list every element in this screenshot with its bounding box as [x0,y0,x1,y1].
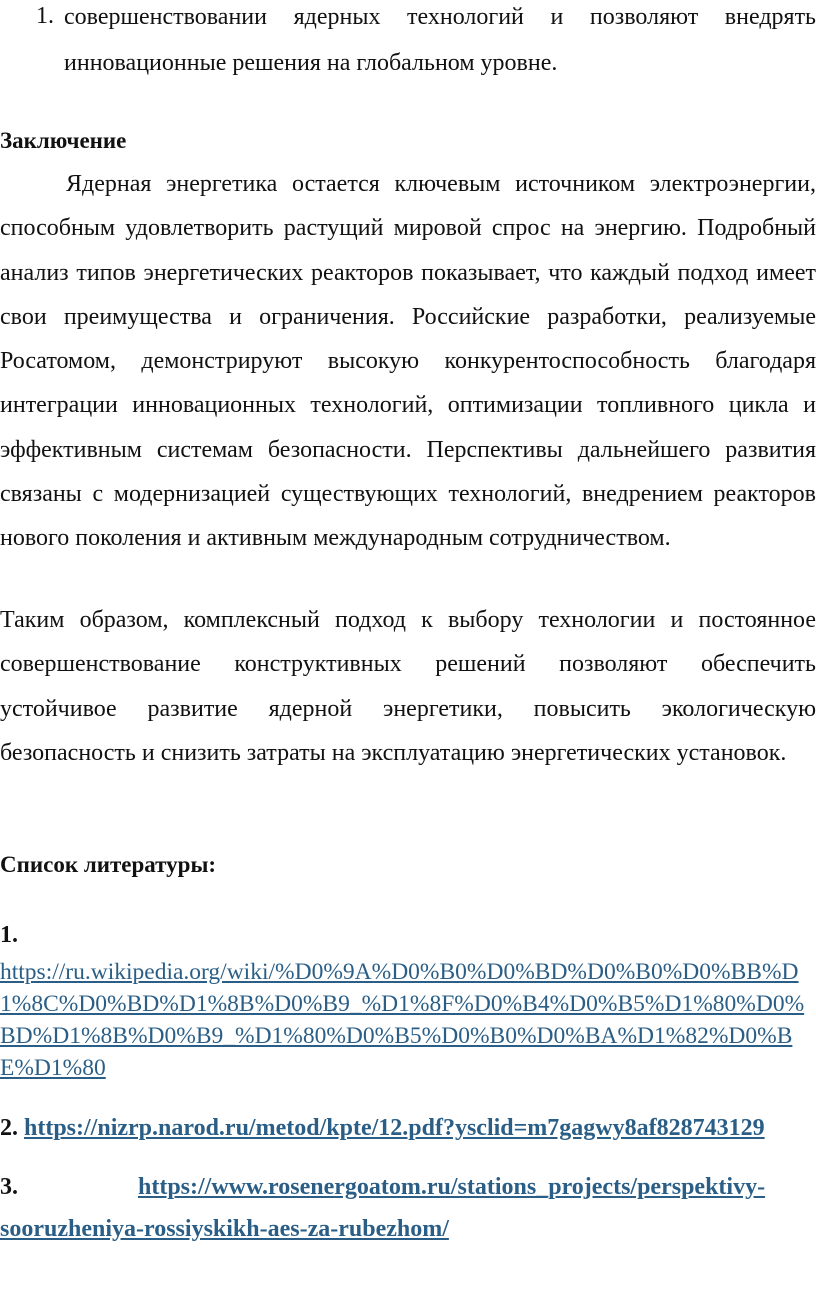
conclusion-heading: Заключение [0,128,127,153]
conclusion-paragraph-1: Ядерная энергетика остается ключевым источником электроэнергии, способным удовлетворить растущий мировой спрос на энергию. Подробный анализ типов энергетических реакторов показывает, что каждый подход имеет свои преимущества и ограничения. Российские разработки, реализуемые Росатомом, демонстрируют высокую конкурентоспособность благодаря интеграции инновационных технологий, оптимизации топливного цикла и эффективным системам безопасности. Перспективы дальнейшего развития связаны с модернизацией существующих технологий, внедрением реакторов нового поколения и активным международным сотрудничеством. [0,171,816,552]
list-item-text: совершенствовании ядерных технологий и позволяют внедрять инновационные решения на глобальном уровне. [64,4,816,76]
reference-number: 1. [0,922,18,948]
reference-item-1 [0,920,816,1084]
reference-link-3[interactable]: https://www.rosenergoatom.ru/stations_projects/perspektivy-sooruzheniya-rossiyskikh-aes-za-rubezhom/ [0,1174,766,1242]
conclusion-paragraph-2: Таким образом, комплексный подход к выбору технологии и постоянное совершенствование конструктивных решений позволяют обеспечить устойчивое развитие ядерной энергетики, повысить экологическую безопасность и снизить затраты на эксплуатацию энергетических установок. [0,607,816,766]
numbered-list-item [0,0,816,86]
reference-item-2 [0,1112,816,1144]
reference-item-3 [0,1166,816,1250]
reference-number: 2. [0,1115,18,1141]
references-heading: Список литературы: [0,852,217,877]
reference-link-1[interactable]: https://ru.wikipedia.org/wiki/%D0%9A%D0%B0%D0%BD%D0%B0%D0%BB%D1%8C%D0%BD%D1%8B%D0%B9_%D1%8F%D0%B4%D0%B5%D1%80%D0%BD%D1%8B%D0%B9_%D1%80%D0%B5%D0%B0%D0%BA%D1%82%D0%BE%D1%80 [0,959,805,1081]
list-item-number: 1. [36,3,54,29]
reference-link-2[interactable]: https://nizrp.narod.ru/metod/kpte/12.pdf?ysclid=m7gagwy8af828743129 [24,1115,765,1141]
reference-number: 3. [0,1174,18,1200]
